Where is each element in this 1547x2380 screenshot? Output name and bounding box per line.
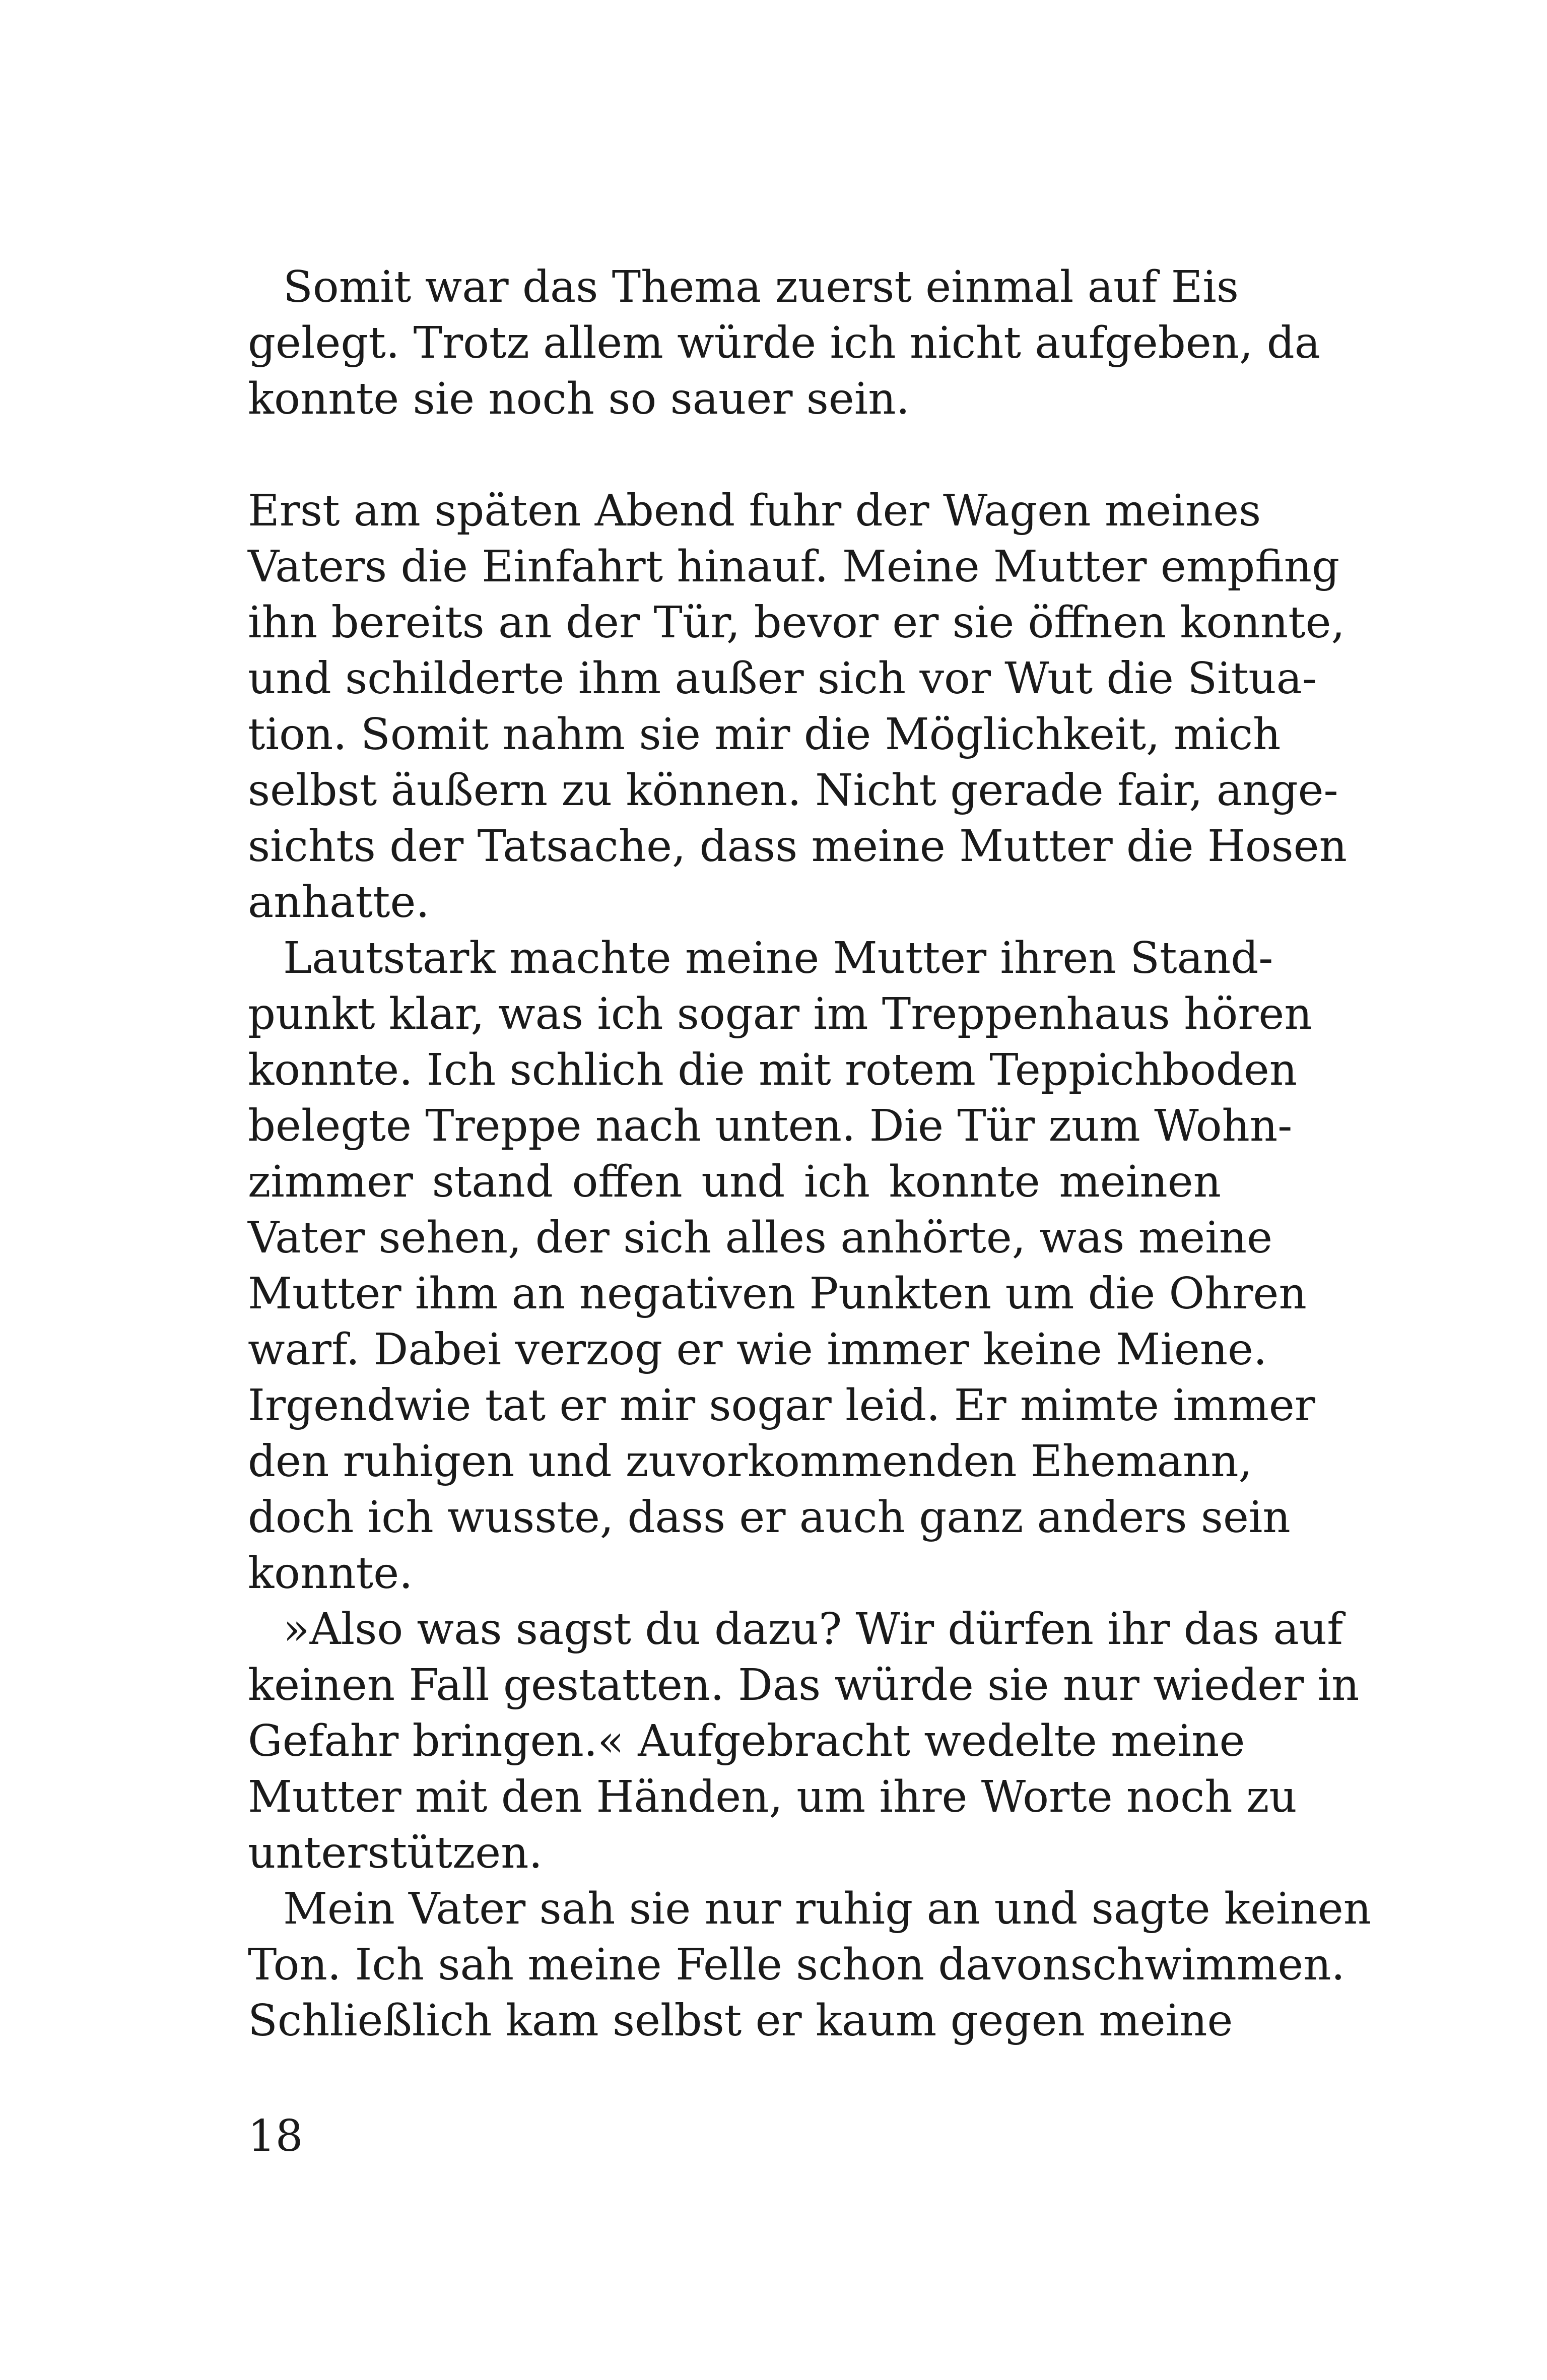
text-line: sichts der Tatsache, dass meine Mutter die Hosen [248, 821, 1348, 872]
text-line: Mutter ihm an negativen Punkten um die Ohren [248, 1269, 1307, 1319]
text-line: Gefahr bringen.« Aufgebracht wedelte meine [248, 1716, 1245, 1766]
text-line: punkt klar, was ich sogar im Treppenhaus hören [248, 989, 1312, 1039]
text-line: Mutter mit den Händen, um ihre Worte noch zu [248, 1772, 1297, 1822]
text-line: und schilderte ihm außer sich vor Wut die Situa- [248, 653, 1317, 704]
text-line: ihn bereits an der Tür, bevor er sie öffnen konnte, [248, 598, 1345, 648]
text-line: anhatte. [248, 877, 430, 928]
text-line: belegte Treppe nach unten. Die Tür zum Wohn- [248, 1101, 1293, 1151]
text-line: konnte sie noch so sauer sein. [248, 374, 910, 424]
text-line: unterstützen. [248, 1828, 543, 1878]
text-line: keinen Fall gestatten. Das würde sie nur wieder in [248, 1660, 1360, 1710]
text-line: tion. Somit nahm sie mir die Möglichkeit, mich [248, 709, 1281, 760]
text-line: zimmer stand offen und ich konnte meinen [248, 1157, 1221, 1207]
text-line: Ton. Ich sah meine Felle schon davonschwimmen. [248, 1940, 1345, 1990]
text-line: »Also was sagst du dazu? Wir dürfen ihr das auf [283, 1604, 1343, 1655]
text-line: den ruhigen und zuvorkommenden Ehemann, [248, 1436, 1252, 1487]
text-line: Vater sehen, der sich alles anhörte, was meine [248, 1213, 1272, 1263]
text-line: konnte. Ich schlich die mit rotem Teppichboden [248, 1045, 1298, 1095]
text-line: Somit war das Thema zuerst einmal auf Eis [283, 262, 1239, 312]
text-line: Lautstark machte meine Mutter ihren Stand- [283, 933, 1273, 983]
text-line: Erst am späten Abend fuhr der Wagen meines [248, 486, 1261, 536]
text-line: Schließlich kam selbst er kaum gegen meine [248, 1996, 1233, 2046]
text-line: Irgendwie tat er mir sogar leid. Er mimte immer [248, 1380, 1315, 1431]
text-line: gelegt. Trotz allem würde ich nicht aufgeben, da [248, 318, 1321, 368]
body-text [248, 259, 1372, 2049]
page-number: 18 [248, 2111, 303, 2161]
text-line: Vaters die Einfahrt hinauf. Meine Mutter empfing [248, 542, 1340, 592]
text-line: warf. Dabei verzog er wie immer keine Miene. [248, 1325, 1267, 1375]
text-line: Mein Vater sah sie nur ruhig an und sagte keinen [283, 1884, 1372, 1934]
text-line: selbst äußern zu können. Nicht gerade fair, ange- [248, 765, 1338, 816]
blank-line [248, 427, 1221, 483]
text-line: doch ich wusste, dass er auch ganz anders sein [248, 1492, 1291, 1543]
text-line: konnte. [248, 1548, 413, 1599]
